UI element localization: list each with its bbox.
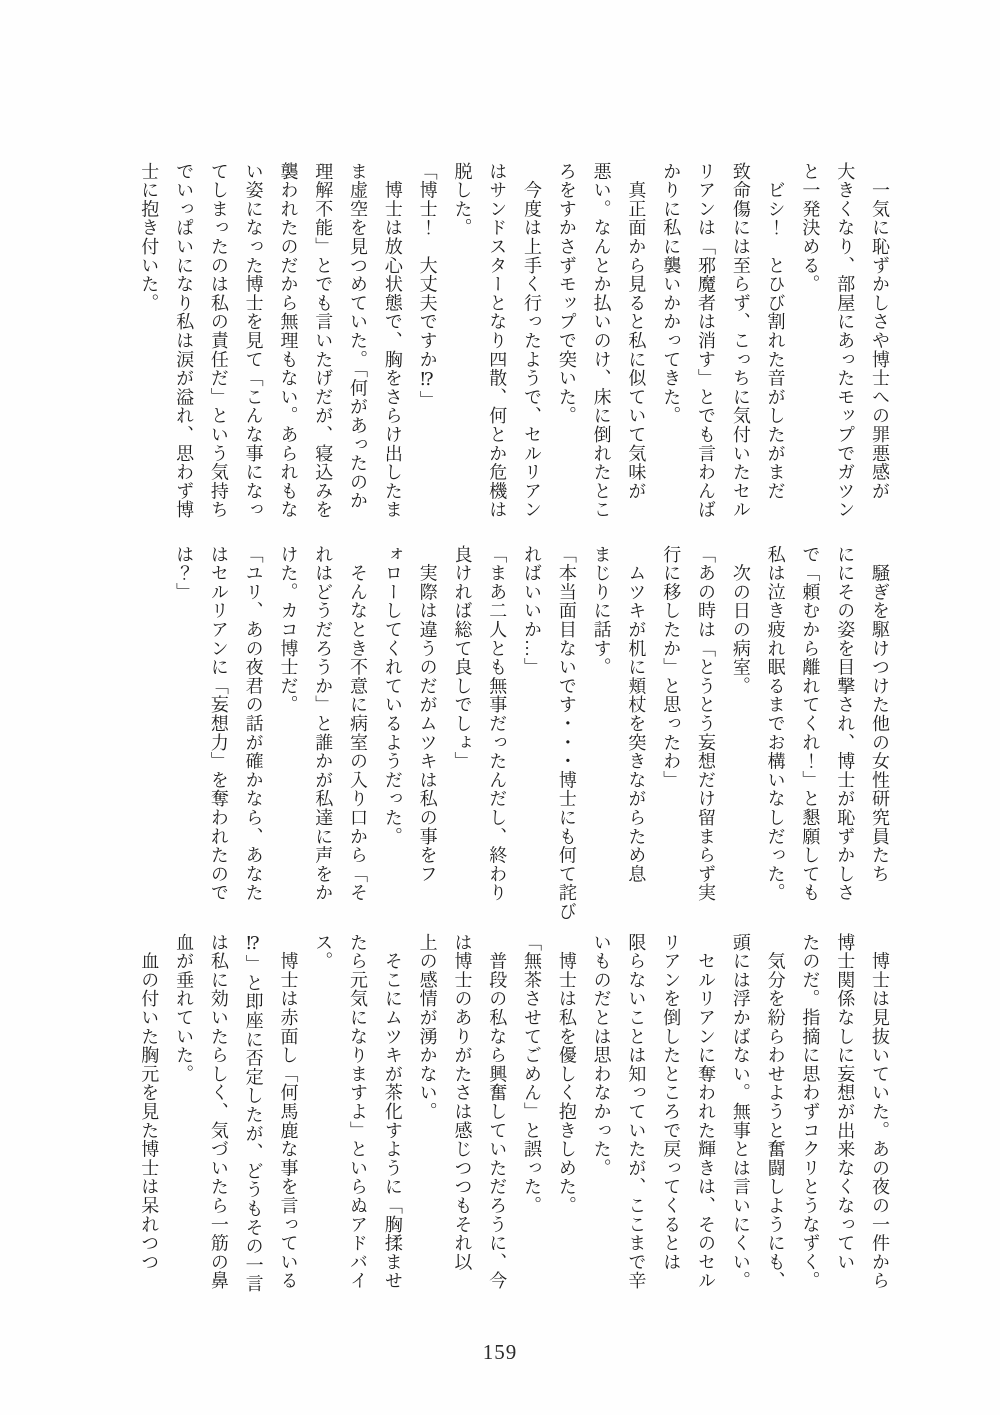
text-line: セルリアンに奪われた輝きは、そのセル xyxy=(696,933,717,1291)
text-line: 実際は違うのだがムツキは私の事をフ xyxy=(417,545,438,884)
text-line: と一発決める。 xyxy=(800,162,821,294)
text-line: 血の付いた胸元を見た博士は呆れつつ xyxy=(139,933,160,1272)
text-line: ろをすかさずモップで突いた。 xyxy=(556,162,577,426)
text-line: リアンは「邪魔者は消す」とでも言わんば xyxy=(696,162,717,520)
text-line: 「ユリ、あの夜君の話が確かなら、あなた xyxy=(243,545,264,903)
text-line: そこにムツキが茶化すように「胸揉ませ xyxy=(382,933,403,1291)
text-line: 次の日の病室。 xyxy=(730,545,751,696)
text-line: 普段の私なら興奮していただろうに、今 xyxy=(487,933,508,1291)
text-line: は私に効いたらしく、気づいたら一筋の鼻 xyxy=(208,933,229,1291)
text-section-bottom xyxy=(131,933,897,1299)
text-line: い姿になった博士を見て「こんな事になっ xyxy=(243,162,264,520)
text-line: 限らないことは知っていたが、ここまで辛 xyxy=(626,933,647,1291)
text-line: 私は泣き疲れ眠るまでお構いなしだった。 xyxy=(765,545,786,903)
text-line: は博士のありがたさは感じつつもそれ以 xyxy=(452,933,473,1272)
text-line: はサンドスターとなり四散、何とか危機は xyxy=(487,162,508,520)
text-line: 「博士！ 大丈夫ですか⁉」 xyxy=(417,162,438,410)
text-line: そんなとき不意に病室の入り口から「そ xyxy=(348,545,369,903)
text-line: 博士は放心状態で、胸をさらけ出したま xyxy=(382,162,403,520)
text-line: で「頼むから離れてくれ！」と懇願しても xyxy=(800,545,821,903)
text-line: 今度は上手く行ったようで、セルリアン xyxy=(522,162,543,520)
text-line: 血が垂れていた。 xyxy=(174,933,195,1084)
text-line: 騒ぎを駆けつけた他の女性研究員たち xyxy=(870,545,890,884)
text-line: ればいいか…」 xyxy=(522,545,543,677)
text-line: 博士は赤面し「何馬鹿な事を言っている xyxy=(278,933,299,1291)
text-line: まじりに話す。 xyxy=(591,545,612,677)
text-line: たのだ。指摘に思わずコクリとうなずく。 xyxy=(800,933,821,1291)
text-line: 頭には浮かばない。無事とは言いにくい。 xyxy=(730,933,751,1291)
text-line: 真正面から見ると私に似ていて気味が xyxy=(626,162,647,501)
text-line: たら元気になりますよ」といらぬアドバイ xyxy=(348,933,369,1291)
text-line: ォローしてくれているようだった。 xyxy=(382,545,403,846)
text-line: 理解不能」とでも言いたげだが、寝込みを xyxy=(313,162,334,520)
text-line: 悪い。なんとか払いのけ、床に倒れたとこ xyxy=(591,162,612,520)
text-line: 「あの時は「とうとう妄想だけ留まらず実 xyxy=(696,545,717,903)
text-line: かりに私に襲いかかってきた。 xyxy=(661,162,682,426)
text-line: ま虚空を見つめていた。「何があったのか xyxy=(348,162,369,511)
text-line: 博士は見抜いていた。あの夜の一件から xyxy=(870,933,890,1291)
text-line: ビシ！ とひび割れた音がしたがまだ xyxy=(765,162,786,501)
text-line: 脱した。 xyxy=(452,162,473,238)
text-line: 士に抱き付いた。 xyxy=(139,162,160,313)
text-section-top xyxy=(131,162,897,528)
text-line: 良ければ総て良しでしょ」 xyxy=(452,545,473,771)
text-line: 「まあ二人とも無事だったんだし、終わり xyxy=(487,545,508,903)
text-line: は？」 xyxy=(174,545,195,602)
text-line: 致命傷には至らず、こっちに気付いたセル xyxy=(730,162,751,520)
text-line: 一気に恥ずかしさや博士への罪悪感が xyxy=(870,162,890,501)
text-line: 博士は私を優しく抱きしめた。 xyxy=(556,933,577,1215)
page-number: 159 xyxy=(482,1340,518,1364)
text-line: ムツキが机に頬杖を突きながらため息 xyxy=(626,545,647,884)
text-line: 襲われたのだから無理もない。あられもな xyxy=(278,162,299,520)
text-line: けた。カコ博士だ。 xyxy=(278,545,299,715)
text-line: 上の感情が湧かない。 xyxy=(417,933,438,1121)
text-section-middle xyxy=(166,545,897,921)
text-line: 気分を紛らわせようと奮闘しようにも、 xyxy=(765,933,786,1291)
text-line: 大きくなり、部屋にあったモップでガツン xyxy=(835,162,856,520)
text-line: 行に移したか」と思ったわ」 xyxy=(661,545,682,790)
text-line: リアンを倒したところで戻ってくるとは xyxy=(661,933,682,1272)
text-line: はセルリアンに「妄想力」を奪われたので xyxy=(208,545,229,903)
text-line: れはどうだろうか」と誰かが私達に声をか xyxy=(313,545,334,903)
text-line: ⁉」と即座に否定したが、どうもその一言 xyxy=(243,933,264,1294)
text-line: ス。 xyxy=(313,933,334,971)
text-line: てしまったのは私の責任だ」という気持ち xyxy=(208,162,229,520)
text-line: 博士関係なしに妄想が出来なくなってい xyxy=(835,933,856,1272)
text-line: ににその姿を目撃され、博士が恥ずかしさ xyxy=(835,545,856,903)
text-line: でいっぱいになり私は涙が溢れ、思わず博 xyxy=(174,162,195,520)
text-line: 「無茶させてごめん」と誤った。 xyxy=(522,933,543,1215)
text-line: いものだとは思わなかった。 xyxy=(591,933,612,1178)
text-line: 「本当面目ないです・・・博士にも何て詫び xyxy=(556,545,577,921)
